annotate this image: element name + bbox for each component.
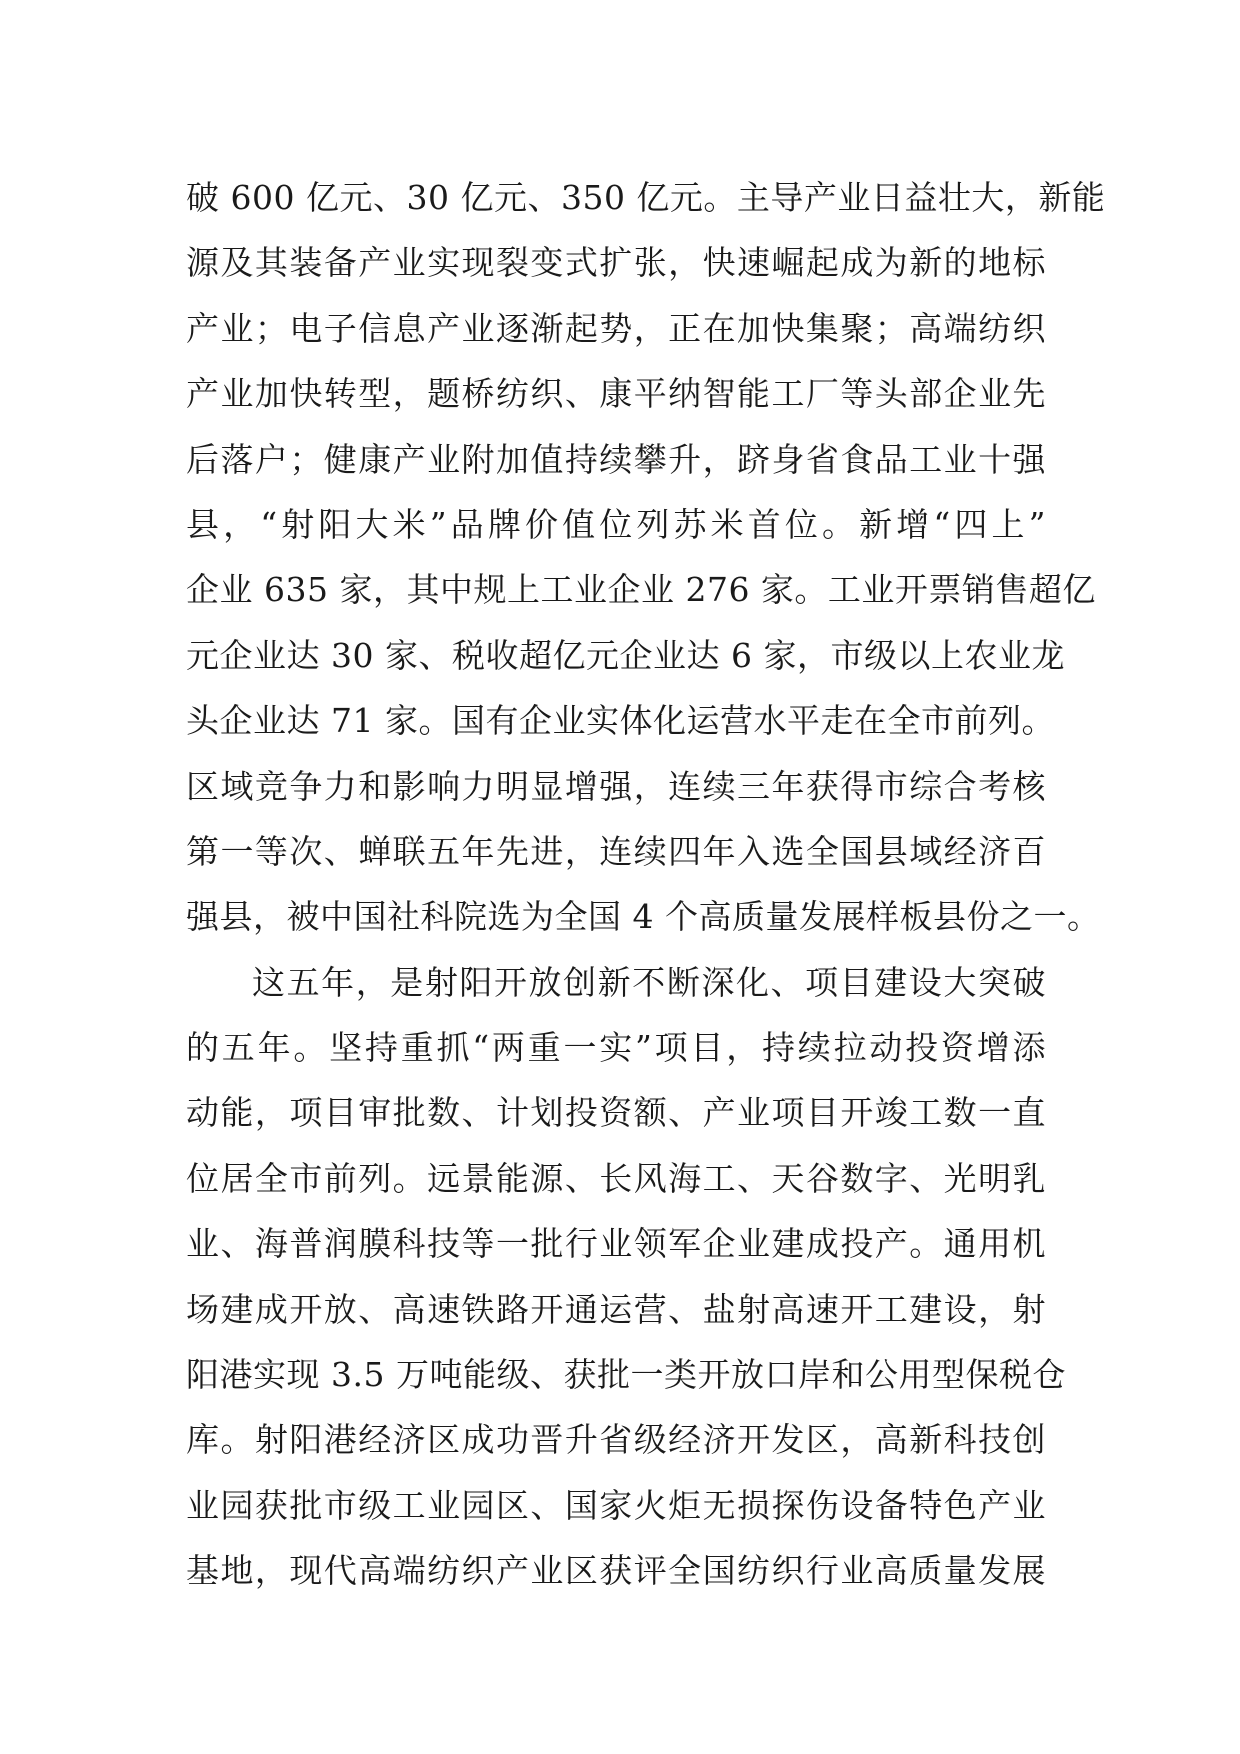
text-line: 元企业达 30 家、税收超亿元企业达 6 家，市级以上农业龙 xyxy=(186,635,1065,675)
text-line: 的五年。坚持重抓“两重一实”项目，持续拉动投资增添 xyxy=(186,1028,1046,1068)
paragraph-end-line: 强县，被中国社科院选为全国 4 个高质量发展样板县份之一。 xyxy=(186,897,1101,937)
text-line: 基地，现代高端纺织产业区获评全国纺织行业高质量发展 xyxy=(186,1551,1046,1591)
text-line: 阳港实现 3.5 万吨能级、获批一类开放口岸和公用型保税仓 xyxy=(186,1355,1066,1395)
text-line: 破 600 亿元、30 亿元、350 亿元。主导产业日益壮大，新能 xyxy=(186,178,1106,217)
text-line: 位居全市前列。远景能源、长风海工、天谷数字、光明乳 xyxy=(186,1158,1046,1198)
text-line: 产业；电子信息产业逐渐起势，正在加快集聚；高端纺织 xyxy=(186,308,1046,348)
text-line: 源及其装备产业实现裂变式扩张，快速崛起成为新的地标 xyxy=(186,243,1046,283)
text-line: 产业加快转型，题桥纺织、康平纳智能工厂等头部企业先 xyxy=(186,374,1046,414)
text-line: 县，“射阳大米”品牌价值位列苏米首位。新增“四上” xyxy=(186,504,1046,544)
text-line: 第一等次、蝉联五年先进，连续四年入选全国县域经济百 xyxy=(186,831,1046,871)
body-text xyxy=(186,165,1106,1604)
text-line: 业园获批市级工业园区、国家火炬无损探伤设备特色产业 xyxy=(186,1485,1046,1525)
text-line: 业、海普润膜科技等一批行业领军企业建成投产。通用机 xyxy=(186,1224,1046,1264)
text-line: 库。射阳港经济区成功晋升省级经济开发区，高新科技创 xyxy=(186,1420,1046,1460)
text-line: 头企业达 71 家。国有企业实体化运营水平走在全市前列。 xyxy=(186,701,1055,741)
text-line: 企业 635 家，其中规上工业企业 276 家。工业开票销售超亿 xyxy=(186,570,1096,610)
text-line: 场建成开放、高速铁路开通运营、盐射高速开工建设，射 xyxy=(186,1289,1046,1329)
text-line: 后落户；健康产业附加值持续攀升，跻身省食品工业十强 xyxy=(186,439,1046,479)
paragraph-start-line: 这五年，是射阳开放创新不断深化、项目建设大突破 xyxy=(252,962,1046,1002)
text-line: 区域竞争力和影响力明显增强，连续三年获得市综合考核 xyxy=(186,766,1046,806)
text-line: 动能，项目审批数、计划投资额、产业项目开竣工数一直 xyxy=(186,1093,1046,1133)
